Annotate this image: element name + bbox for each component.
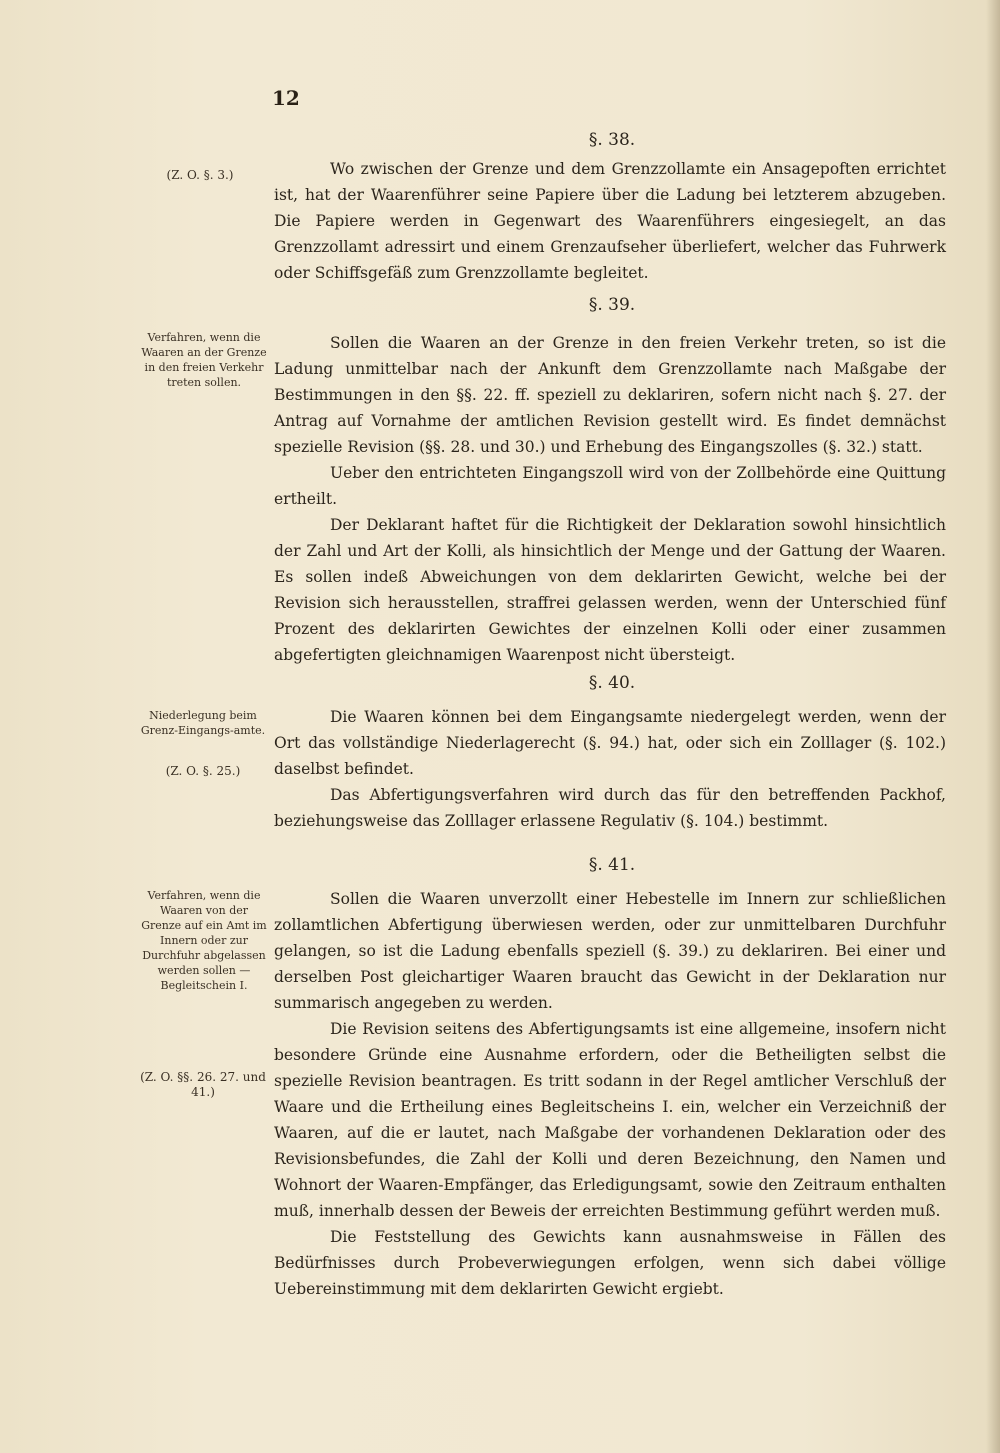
section-41-paragraph-1: Sollen die Waaren unverzollt einer Hebestelle im Innern zur schließlichen zollamtlichen Abfertigung überwiesen werden, oder zur unmittelbaren Durchfuhr gelangen, so ist die Ladung ebenfalls speziell (§. 39.) zu deklariren. Bei einer und derselben Post gleichartiger Waaren braucht das Gewicht in der Deklaration nur summarisch angegeben zu werden. <box>274 890 946 1012</box>
section-41-paragraph-3: Die Feststellung des Gewichts kann ausnahmsweise in Fällen des Bedürfnisses durch Probeverwiegungen erfolgen, wenn sich dabei völlige Uebereinstimmung mit dem deklarirten Gewicht ergiebt. <box>274 1228 946 1298</box>
section-38-heading: §. 38. <box>588 130 636 150</box>
page-number: 12 <box>272 86 300 110</box>
section-41-heading: §. 41. <box>588 855 636 875</box>
section-38-margin-note: (Z. O. §. 3.) <box>166 168 234 182</box>
section-39-paragraph-3: Der Deklarant haftet für die Richtigkeit der Deklaration sowohl hinsichtlich der Zahl und Art der Kolli, als hinsichtlich der Menge und der Gattung der Waaren. Es sollen indeß Abweichungen von dem deklarirten Gewicht, welche bei der Revision sich herausstellen, straffrei gelassen werden, wenn der Unterschied fünf Prozent des deklarirten Gewichtes der einzelnen Kolli oder einer zusammen abgefertigten gleichnamigen Waarenpost nicht übersteigt. <box>274 516 946 664</box>
section-39-paragraph-1: Sollen die Waaren an der Grenze in den freien Verkehr treten, so ist die Ladung unmittelbar nach der Ankunft dem Grenzzollamte nach Maßgabe der Bestimmungen in den §§. 22. ff. speziell zu deklariren, sofern nicht nach §. 27. der Antrag auf Vornahme der amtlichen Revision gestellt wird. Es findet demnächst spezielle Revision (§§. 28. und 30.) und Erhebung des Eingangszolles (§. 32.) statt. <box>274 334 946 456</box>
section-40-margin-note: Niederlegung beim Grenz-Eingangs-amte. <box>140 709 266 737</box>
section-38-paragraph-1: Wo zwischen der Grenze und dem Grenzzollamte ein Ansagepoften errichtet ist, hat der Waarenführer seine Papiere über die Ladung bei letzterem abzugeben. Die Papiere werden in Gegenwart des Waarenführers eingesiegelt, an das Grenzzollamt adressirt und einem Grenzaufseher überliefert, welcher das Fuhrwerk oder Schiffsgefäß zum Grenzzollamte begleitet. <box>274 160 946 282</box>
section-39-paragraph-2: Ueber den entrichteten Eingangszoll wird von der Zollbehörde eine Quittung ertheilt. <box>274 464 946 508</box>
section-41-margin-reference: (Z. O. §§. 26. 27. und 41.) <box>140 1070 266 1099</box>
section-40-heading: §. 40. <box>588 673 636 693</box>
page-edge-shadow <box>986 0 1000 1453</box>
section-41-paragraph-2: Die Revision seitens des Abfertigungsamts ist eine allgemeine, insofern nicht besondere Gründe eine Ausnahme erfordern, oder die Betheiligten selbst die spezielle Revision beantragen. Es tritt sodann in der Regel amtlicher Verschluß der Waare und die Ertheilung eines Begleitscheins I. ein, welcher ein Verzeichniß der Waaren, auf die er lautet, nach Maßgabe der vorhandenen Deklaration oder des Revisionsbefundes, die Zahl der Kolli und deren Bezeichnung, den Namen und Wohnort der Waaren-Empfänger, das Erledigungsamt, sowie den Zeitraum enthalten muß, innerhalb dessen der Beweis der erreichten Bestimmung geführt werden muß. <box>274 1020 946 1220</box>
section-39-heading: §. 39. <box>588 295 636 315</box>
section-40-paragraph-2: Das Abfertigungsverfahren wird durch das für den betreffenden Packhof, beziehungsweise das Zolllager erlassene Regulativ (§. 104.) bestimmt. <box>274 786 946 830</box>
section-39-margin-note: Verfahren, wenn die Waaren an der Grenze in den freien Verkehr treten sollen. <box>141 331 267 389</box>
section-40-paragraph-1: Die Waaren können bei dem Eingangsamte niedergelegt werden, wenn der Ort das vollständige Niederlagerecht (§. 94.) hat, oder sich ein Zolllager (§. 102.) daselbst befindet. <box>274 708 946 778</box>
section-40-margin-reference: (Z. O. §. 25.) <box>165 764 241 778</box>
section-41-margin-note: Verfahren, wenn die Waaren von der Grenze auf ein Amt im Innern oder zur Durchfuhr abgelassen werden sollen — Begleitschein I. <box>141 889 267 992</box>
